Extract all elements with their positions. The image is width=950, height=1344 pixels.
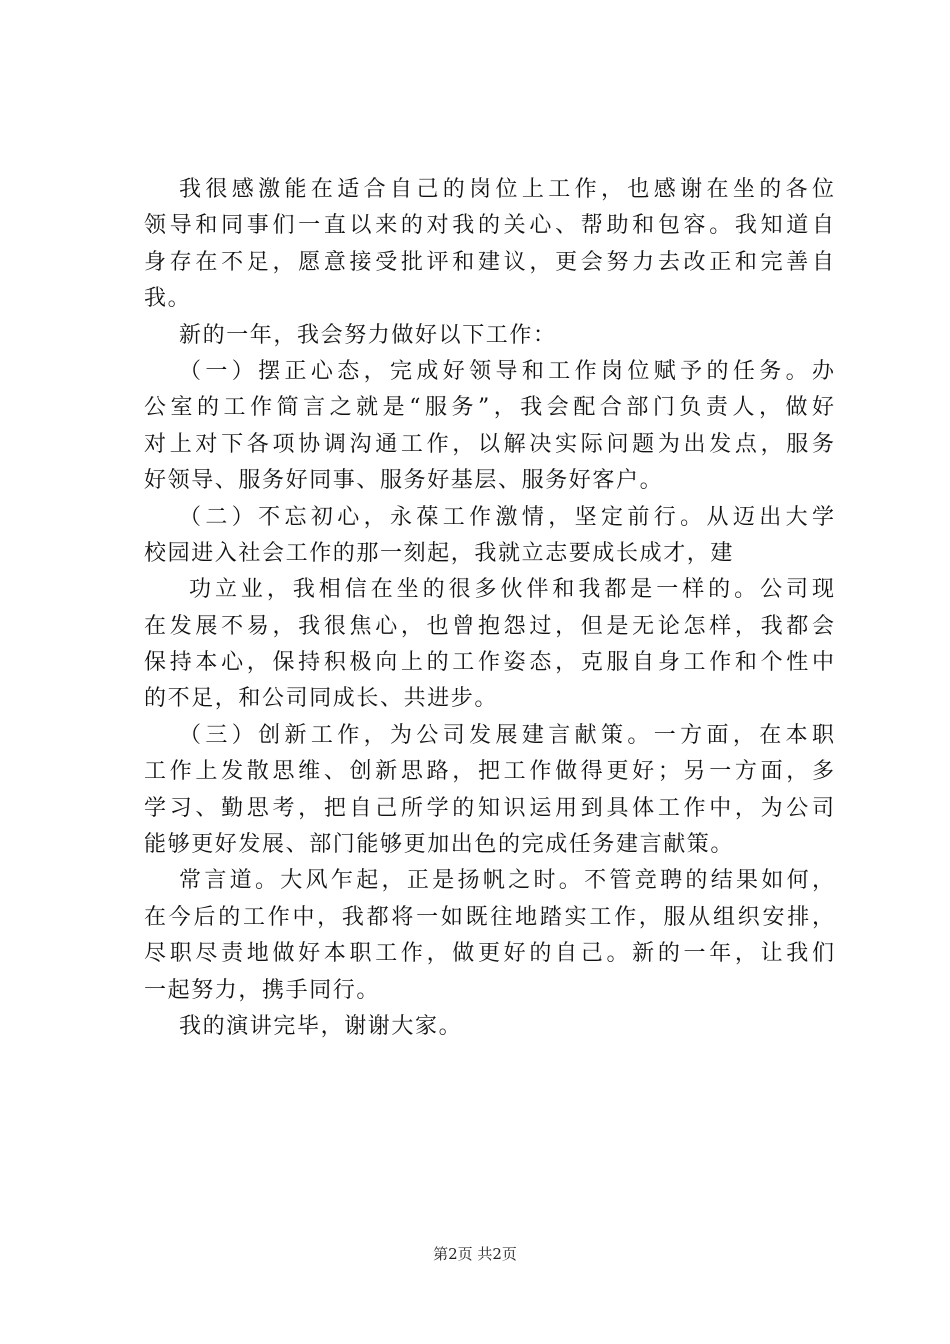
text-line: 身存在不足，愿意接受批评和建议，更会努力去改正和完善自 — [144, 249, 834, 275]
text-line: 学习、勤思考，把自己所学的知识运用到具体工作中，为公司 — [144, 795, 834, 821]
text-line: 的不足，和公司同成长、共进步。 — [144, 686, 499, 712]
text-line: 领导和同事们一直以来的对我的关心、帮助和包容。我知道自 — [144, 213, 834, 239]
text-line: 我的演讲完毕，谢谢大家。 — [179, 1013, 463, 1039]
page-footer: 第2页 共2页 — [433, 1245, 517, 1263]
document-body — [144, 172, 834, 1045]
text-line: 对上对下各项协调沟通工作，以解决实际问题为出发点，服务 — [144, 431, 834, 457]
text-line: 在发展不易，我很焦心，也曾抱怨过，但是无论怎样，我都会 — [144, 613, 834, 639]
text-line: 好领导、服务好同事、服务好基层、服务好客户。 — [144, 468, 664, 494]
text-line: 常言道。大风乍起，正是扬帆之时。不管竞聘的结果如何， — [179, 868, 834, 894]
text-line: （二）不忘初心，永葆工作激情，坚定前行。从迈出大学 — [179, 504, 834, 530]
text-line: 工作上发散思维、创新思路，把工作做得更好；另一方面，多 — [144, 759, 834, 785]
text-line: 一起努力，携手同行。 — [144, 977, 381, 1003]
text-line: 我。 — [144, 286, 192, 312]
text-line: 功立业，我相信在坐的很多伙伴和我都是一样的。公司现 — [189, 577, 834, 603]
text-line: 我很感激能在适合自己的岗位上工作，也感谢在坐的各位 — [179, 177, 834, 202]
text-line: 在今后的工作中，我都将一如既往地踏实工作，服从组织安排， — [144, 904, 834, 930]
text-line: 尽职尽责地做好本职工作，做更好的自己。新的一年，让我们 — [144, 941, 834, 967]
text-line: 保持本心，保持积极向上的工作姿态，克服自身工作和个性中 — [144, 650, 834, 676]
text-line: （三）创新工作，为公司发展建言献策。一方面，在本职 — [179, 722, 834, 748]
text-line: 新的一年，我会努力做好以下工作： — [179, 322, 557, 348]
text-line: 能够更好发展、部门能够更加出色的完成任务建言献策。 — [144, 832, 735, 858]
text-line: 公室的工作简言之就是“服务”，我会配合部门负责人，做好 — [144, 395, 834, 421]
text-line: （一）摆正心态，完成好领导和工作岗位赋予的任务。办 — [179, 358, 834, 384]
text-line: 校园进入社会工作的那一刻起，我就立志要成长成才，建 — [144, 540, 735, 566]
